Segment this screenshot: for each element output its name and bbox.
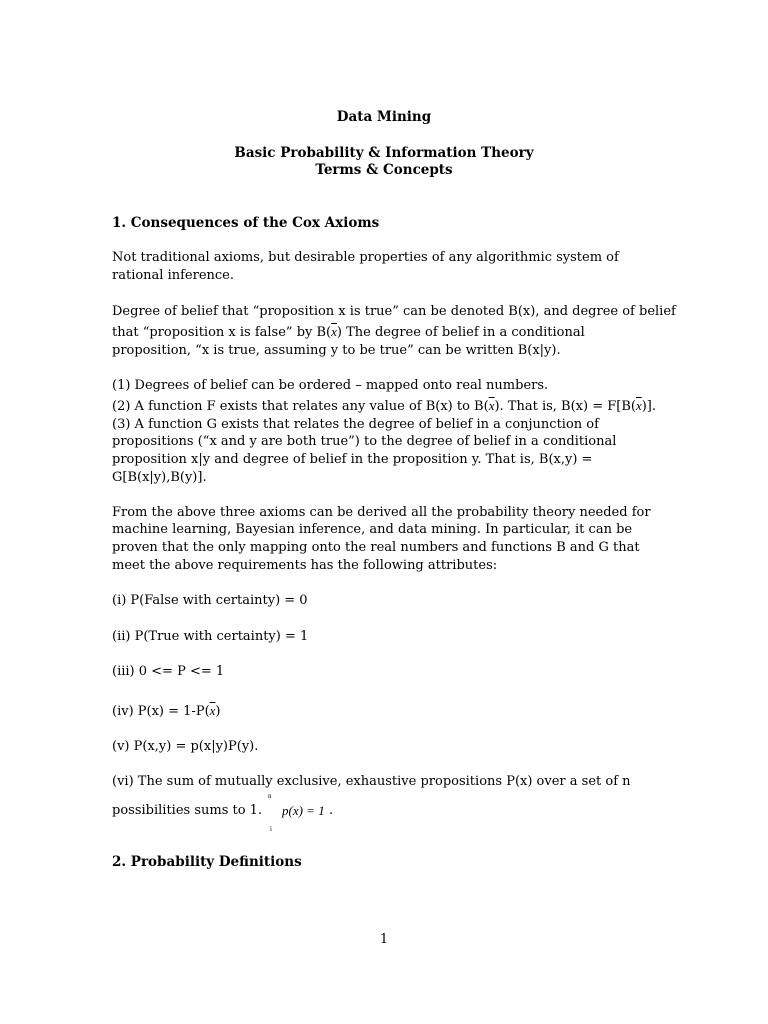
sum-formula: p(x) = 1 <box>282 803 325 818</box>
document-subtitle-1: Basic Probability & Information Theory <box>234 145 534 161</box>
paragraph-2-line-2 <box>112 323 585 342</box>
attribute-vi-line-2: possibilities sums to 1. <box>112 803 263 818</box>
paragraph-1-line-2: rational inference. <box>112 268 235 283</box>
axiom-1: (1) Degrees of belief can be ordered – mapped onto real numbers. <box>112 378 549 393</box>
paragraph-3-line-1: From the above three axioms can be derived all the probability theory needed for <box>112 505 651 520</box>
axiom-2-end: )]. <box>641 399 657 414</box>
document-title: Data Mining <box>336 109 432 125</box>
paragraph-1-line-1: Not traditional axioms, but desirable properties of any algorithmic system of <box>112 250 619 265</box>
paragraph-2-line-1: Degree of belief that “proposition x is true” can be denoted B(x), and degree of belief <box>112 304 676 319</box>
paragraph-2-line-2-start: that “proposition x is false” by B( <box>112 325 332 340</box>
attribute-vi-line-1: (vi) The sum of mutually exclusive, exhaustive propositions P(x) over a set of n <box>112 774 631 789</box>
x-bar-symbol: $\overline{x}$ <box>488 398 495 413</box>
attribute-iii: (iii) 0 <= P <= 1 <box>112 664 225 679</box>
axiom-3-line-4: G[B(x|y),B(y)]. <box>112 470 207 485</box>
attribute-iv-end: ) <box>215 704 221 719</box>
paragraph-2-line-3: proposition, “x is true, assuming y to be true” can be written B(x|y). <box>112 343 561 358</box>
attribute-i: (i) P(False with certainty) = 0 <box>112 593 308 608</box>
axiom-3-line-3: proposition x|y and degree of belief in the proposition y. That is, B(x,y) = <box>112 452 593 467</box>
axiom-2-start: (2) A function F exists that relates any value of B(x) to B( <box>112 399 489 414</box>
document-subtitle-2: Terms & Concepts <box>315 162 453 178</box>
attribute-iv-start: (iv) P(x) = 1-P( <box>112 704 210 719</box>
sum-formula-period: . <box>329 803 334 818</box>
axiom-2 <box>112 397 656 416</box>
axiom-2-middle: ). That is, B(x) = F[B( <box>494 399 636 414</box>
attribute-v: (v) P(x,y) = p(x|y)P(y). <box>112 739 259 754</box>
sum-lower-limit: i <box>270 825 272 833</box>
paragraph-3-line-4: meet the above requirements has the following attributes: <box>112 558 498 573</box>
axiom-3-line-2: propositions (“x and y are both true”) to the degree of belief in a conditional <box>112 434 617 449</box>
x-bar-symbol: $\overline{x}$ <box>635 398 642 413</box>
section-1-heading: 1. Consequences of the Cox Axioms <box>112 215 380 231</box>
x-bar-symbol: $\overline{x}$ <box>331 324 337 339</box>
x-bar-symbol: $\overline{x}$ <box>209 703 216 718</box>
section-2-heading: 2. Probability Definitions <box>112 854 302 870</box>
attribute-iv <box>112 702 221 721</box>
paragraph-3-line-2: machine learning, Bayesian inference, and data mining. In particular, it can be <box>112 522 633 537</box>
sum-upper-limit: n <box>268 792 272 800</box>
axiom-3-line-1: (3) A function G exists that relates the degree of belief in a conjunction of <box>112 417 599 432</box>
paragraph-2-line-2-end: ) The degree of belief in a conditional <box>336 325 585 340</box>
attribute-ii: (ii) P(True with certainty) = 1 <box>112 629 309 644</box>
paragraph-3-line-3: proven that the only mapping onto the real numbers and functions B and G that <box>112 540 640 555</box>
page-number: 1 <box>379 932 389 947</box>
